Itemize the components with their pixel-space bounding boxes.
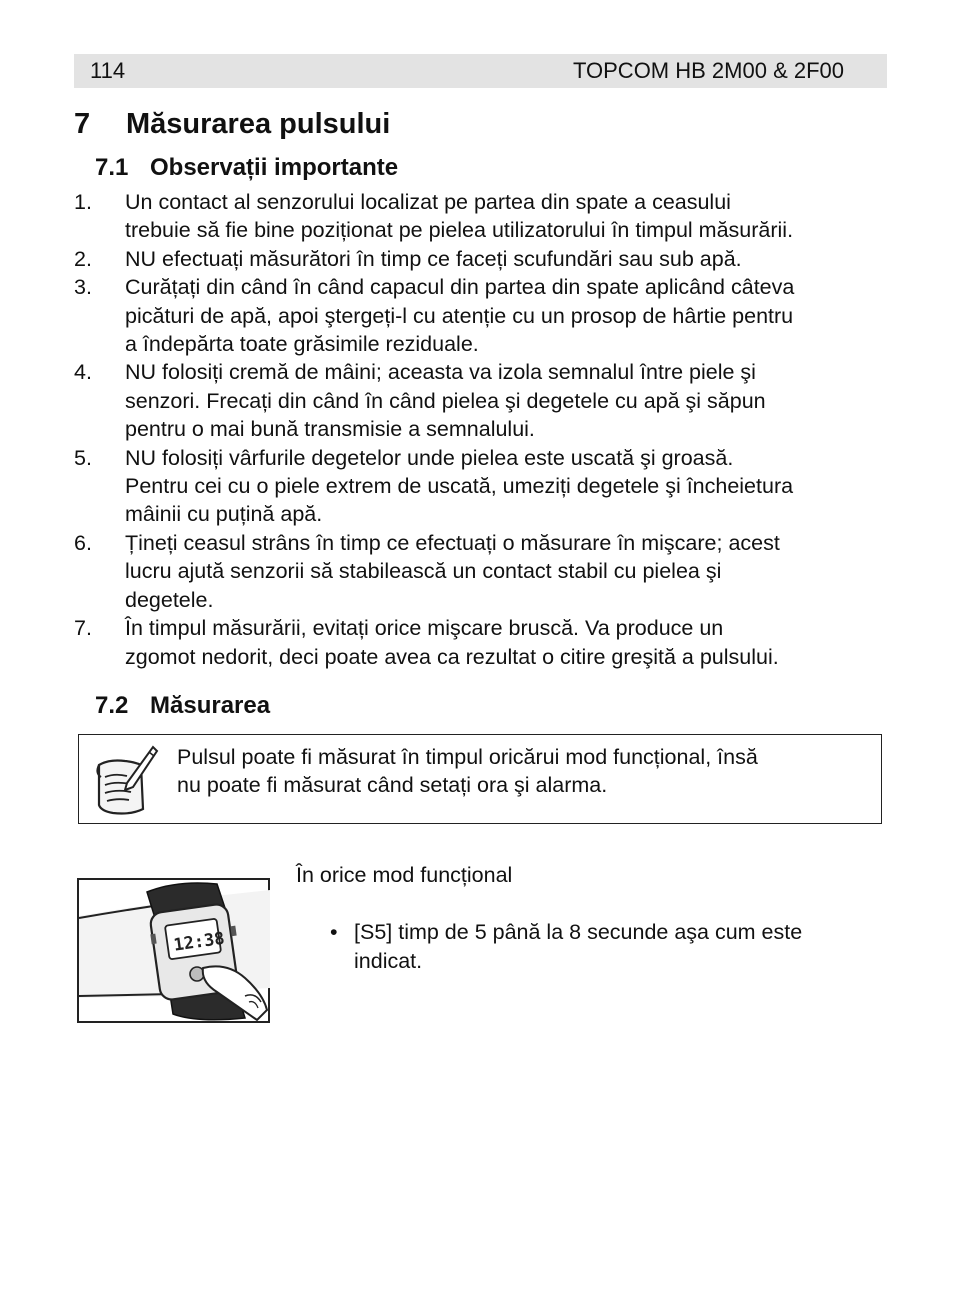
list-item-line: senzori. Frecați din când în când pielea şi degetele cu apă şi săpun [125,388,766,413]
section-heading-measuring [95,691,270,721]
list-item-line: trebuie să fie bine poziționat pe pielea utilizatorului în timpul măsurării. [125,218,794,243]
list-item-line: În timpul măsurării, evitați orice mişcare bruscă. Va produce un [125,616,724,641]
bullet-line: indicat. [354,949,423,973]
list-item [74,529,894,614]
note-text [177,743,758,800]
list-item [74,188,894,245]
observations-list [74,188,894,671]
list-item-line: pentru o mai bună transmisie a semnalului. [125,417,535,442]
list-item-number: 2. [74,246,92,271]
bullet-symbol: • [330,920,338,944]
chapter-heading [74,106,390,142]
mode-label: În orice mod funcțional [296,863,513,887]
note-line: Pulsul poate fi măsurat în timpul oricărui mod funcțional, însă [177,745,758,769]
list-item-number: 6. [74,530,92,555]
list-item-line: zgomot nedorit, deci poate avea ca rezultat o citire greşită a pulsului. [125,644,779,669]
list-item-number: 4. [74,360,92,385]
list-item-line: Țineți ceasul strâns în timp ce efectuați o măsurare în mişcare; acest [125,530,780,555]
list-item [74,358,894,443]
list-item-line: Curățați din când în când capacul din partea din spate aplicând câteva [125,275,795,300]
section-title: Observații importante [150,154,399,181]
list-item-line: lucru ajută senzorii să stabilească un contact stabil cu pielea şi [125,559,722,584]
list-item [74,273,894,358]
list-item-line: degetele. [125,587,214,612]
bullet-line: [S5] timp de 5 până la 8 secunde aşa cum este [354,920,803,944]
instruction-bullet [330,918,802,976]
page-number: 114 [90,58,126,83]
list-item-line: NU efectuați măsurători în timp ce faceți scufundări sau sub apă. [125,246,742,271]
document-title: TOPCOM HB 2M00 & 2F00 [572,58,844,83]
list-item-number: 7. [74,616,92,641]
section-number: 7.1 [95,154,129,181]
list-item-line: NU folosiți vârfurile degetelor unde pielea este uscată şi groasă. [125,445,734,470]
list-item-line: mâinii cu puțină apă. [125,502,323,527]
note-pencil-icon [91,743,159,817]
list-item-number: 1. [74,190,92,214]
note-box [78,734,882,824]
watch-display: 12:38 [172,928,226,956]
section-title: Măsurarea [150,692,271,719]
list-item-line: Pentru cei cu o piele extrem de uscată, umeziți degetele şi încheietura [125,474,794,499]
list-item-line: a îndepărta toate grăsimile reziduale. [125,332,479,357]
section-number: 7.2 [95,692,129,719]
list-item [74,245,894,273]
section-heading-observations [95,153,398,183]
list-item [74,614,894,671]
list-item-line: Un contact al senzorului localizat pe partea din spate a ceasului [125,190,731,214]
chapter-title: Măsurarea pulsului [126,108,391,140]
watch-press-button-image [77,878,270,1023]
list-item-number: 3. [74,275,92,300]
list-item-number: 5. [74,445,92,470]
list-item-line: picături de apă, apoi ştergeți-l cu atenție cu un prosop de hârtie pentru [125,303,794,328]
list-item [74,444,894,529]
note-line: nu poate fi măsurat când setați ora şi alarma. [177,773,608,798]
page-header [74,54,887,88]
chapter-number: 7 [74,108,91,140]
list-item-line: NU folosiți cremă de mâini; aceasta va izola semnalul între piele şi [125,360,756,385]
